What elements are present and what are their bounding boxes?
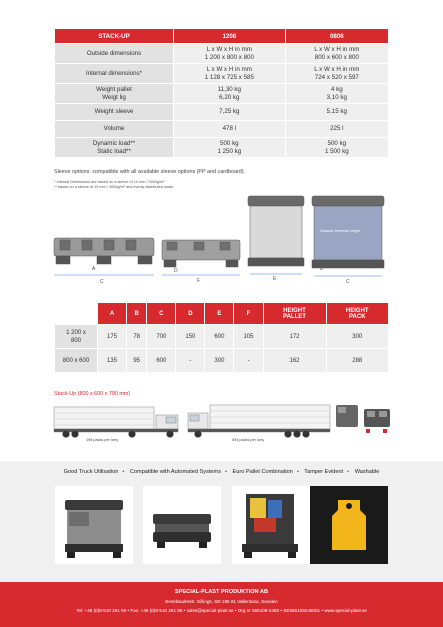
company-contact: Tel: +46 (0)8-510 261 60 • Fax: +46 (0)8-510 261 85 • sales@special-plast.se • Org nr 556109-2460 • SE556109246001 • www.special-plast.se	[76, 608, 367, 613]
spec-label: Weight pallet Weigt lig	[55, 84, 174, 104]
features-row: Good Truck Utilisation • Compatible with Automated Systems • Euro Pallet Combination • Tamper Evident • Washable	[63, 469, 380, 475]
label-c: C	[100, 279, 104, 285]
dim-row-label: 800 x 600	[55, 349, 98, 373]
spec-label: Internal dimensions*	[55, 64, 174, 84]
container-small	[248, 196, 304, 266]
dim-cell: -	[234, 349, 263, 373]
dim-header-e: E	[205, 303, 234, 325]
internal-note: * Internal Dimensions are based on a sleeve of 10 mm / 3000g/m²	[54, 180, 165, 184]
spec-row-outside	[55, 44, 389, 64]
dim-header-f: F	[234, 303, 263, 325]
dim-header-blank	[55, 303, 98, 325]
feature-washable: Washable	[354, 469, 380, 475]
spec-value: 7,25 kg	[174, 104, 286, 121]
dim-cell: 175	[98, 325, 127, 349]
dim-header-d: D	[176, 303, 205, 325]
dim-cell: 150	[176, 325, 205, 349]
spec-value: 500 kg 1 250 kg	[174, 138, 286, 158]
spec-row-internal	[55, 64, 389, 84]
spec-value: 478 l	[174, 121, 286, 138]
feature-tamper: Tamper Evident	[304, 469, 344, 475]
photo-pallet-stack	[143, 486, 221, 564]
spec-value: 500 kg 1 500 kg	[285, 138, 388, 158]
dim-row-label: 1 200 x 800	[55, 325, 98, 349]
spec-value: 11,30 kg 6,20 kg	[174, 84, 286, 104]
label-c2: C	[346, 279, 350, 285]
dim-header-row	[55, 303, 389, 325]
spec-table	[54, 28, 389, 158]
dim-cell: 162	[263, 349, 326, 373]
truck-2	[188, 405, 330, 438]
dim-header-c: C	[147, 303, 176, 325]
dim-header-height-pack: HEIGHT PACK	[326, 303, 389, 325]
label-f: F	[197, 278, 201, 284]
dim-cell: 78	[127, 325, 147, 349]
photo-open-container	[232, 486, 310, 564]
feature-truck: Good Truck Utilisation	[63, 469, 119, 475]
stack-up-label: Stack-Up (800 x 600 x 790 mm)	[54, 391, 131, 397]
spec-label: Outside dimensions	[55, 44, 174, 64]
pallet-diagrams	[52, 192, 392, 292]
spec-value: L x W x H in mm 724 x 520 x 597	[285, 64, 388, 84]
spec-header-stackup: STACK-UP	[55, 29, 174, 44]
dim-cell: 172	[263, 325, 326, 349]
spec-value: 5,15 kg	[285, 104, 388, 121]
label-d: D	[174, 268, 178, 274]
dim-cell: -	[176, 349, 205, 373]
dim-cell: 700	[147, 325, 176, 349]
dim-row-0806	[55, 349, 389, 373]
dim-cell: 600	[147, 349, 176, 373]
dim-cell: 300	[205, 349, 234, 373]
spec-header-1208: 1208	[174, 29, 286, 44]
pallet-lid-view	[162, 240, 240, 267]
label-e: E	[273, 276, 277, 282]
dim-cell: 95	[127, 349, 147, 373]
spec-row-weight	[55, 84, 389, 104]
photo-container-closed	[55, 486, 133, 564]
spec-row-load	[55, 138, 389, 158]
footer	[0, 582, 443, 627]
spec-label: Weight sleeve	[55, 104, 174, 121]
label-b: B	[320, 266, 324, 272]
dim-cell: 288	[326, 349, 389, 373]
based-note: ** based on a sleeve of 10 mm / 3000g/m² and evenly distributed loads	[54, 185, 174, 189]
dim-header-height-pallet: HEIGHT PALLET	[263, 303, 326, 325]
container-icons	[336, 405, 390, 433]
truck1-caption: 198 packs per lorry	[86, 438, 119, 442]
feature-automated: Compatible with Automated Systems	[129, 469, 221, 475]
pallet-side-view	[54, 238, 154, 264]
company-address: Besöksadress: Gillings, SE-186 91 Vallentuna, Sweden	[165, 599, 278, 604]
spec-value: 225 l	[285, 121, 388, 138]
label-inner-height: Outside Internal height	[320, 228, 361, 233]
dim-header-b: B	[127, 303, 147, 325]
spec-header-0806: 0806	[285, 29, 388, 44]
label-a: A	[92, 266, 96, 272]
spec-value: L x W x H in mm 1 128 x 725 x 585	[174, 64, 286, 84]
dim-header-a: A	[98, 303, 127, 325]
dim-row-1208	[55, 325, 389, 349]
truck2-caption: 594 packs per lorry	[232, 438, 265, 442]
spec-header-row	[55, 29, 389, 44]
spec-value: L x W x H in mm 1 200 x 800 x 800	[174, 44, 286, 64]
spec-value: L x W x H in mm 800 x 600 x 800	[285, 44, 388, 64]
dim-cell: 105	[234, 325, 263, 349]
spec-row-sleeve	[55, 104, 389, 121]
spec-value: 4 kg 3,10 kg	[285, 84, 388, 104]
dim-cell: 600	[205, 325, 234, 349]
company-name: SPECIAL-PLAST PRODUKTION AB	[174, 589, 269, 595]
truck-1	[54, 407, 178, 438]
notes	[54, 169, 394, 190]
spec-label: Volume	[55, 121, 174, 138]
feature-euro: Euro Pallet Combination	[232, 469, 293, 475]
photo-tamper-seal	[310, 486, 388, 564]
dim-cell: 300	[326, 325, 389, 349]
spec-label: Dynamic load** Static load**	[55, 138, 174, 158]
dimension-table	[54, 302, 389, 373]
dim-cell: 135	[98, 349, 127, 373]
sleeve-note: Sleeve options: compatible with all available sleeve options (PP and cardboard).	[54, 169, 246, 175]
spec-row-volume	[55, 121, 389, 138]
